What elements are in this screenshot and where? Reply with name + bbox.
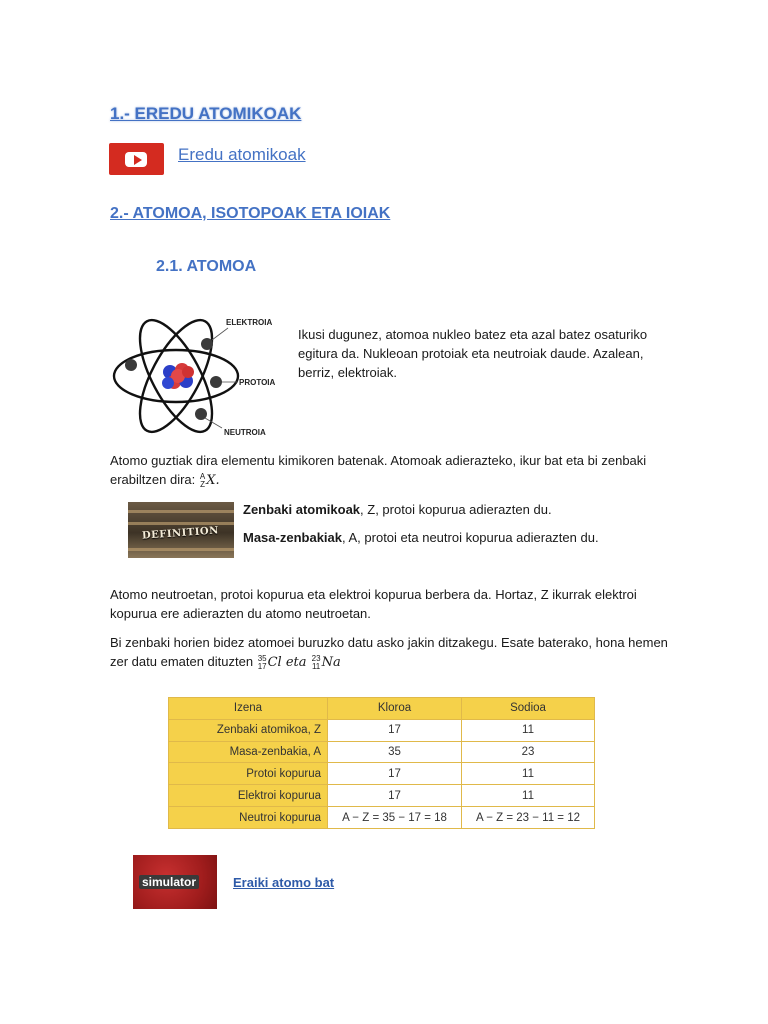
table-header-cell: Sodioa bbox=[462, 698, 595, 720]
nucleus bbox=[162, 363, 194, 389]
section-heading-1: 1.- EREDU ATOMIKOAK bbox=[110, 104, 302, 123]
table-cell: Masa-zenbakia, A bbox=[169, 741, 328, 763]
notation-symbol: X. bbox=[206, 473, 220, 488]
paragraph-notation: Atomo guztiak dira elementu kimikoren batenak. Atomoak adierazteko, ikur bat eta bi zenbaki erabiltzen dira: A Z X. bbox=[110, 453, 647, 489]
definition-image-text: DEFINITION bbox=[141, 525, 220, 542]
table-cell: 11 bbox=[462, 785, 595, 807]
cl-fraction: 35 17 bbox=[257, 653, 267, 671]
table-row bbox=[169, 763, 595, 785]
table-row bbox=[169, 741, 595, 763]
table-cell: Zenbaki atomikoa, Z bbox=[169, 719, 328, 741]
section-heading-2: 2.- ATOMOA, ISOTOPOAK ETA IOIAK bbox=[110, 205, 391, 222]
notation-fraction: A Z bbox=[199, 471, 206, 489]
table-header-cell: Kloroa bbox=[328, 698, 462, 720]
paragraph-neutral-atoms: Atomo neutroetan, protoi kopurua eta elektroi kopurua berbera da. Hortaz, Z ikurrak elektroi kopurua ere adierazten du atomo neutroetan. bbox=[110, 587, 637, 621]
table-cell: Elektroi kopurua bbox=[169, 785, 328, 807]
simulator-image-text: simulator bbox=[139, 875, 199, 889]
table-row bbox=[169, 807, 595, 829]
table-cell: 11 bbox=[462, 763, 595, 785]
table-row bbox=[169, 719, 595, 741]
table-cell: 17 bbox=[328, 719, 462, 741]
play-icon bbox=[134, 155, 142, 165]
table-row bbox=[169, 785, 595, 807]
na-fraction: 23 11 bbox=[311, 653, 321, 671]
label-protoia: PROTOIA bbox=[239, 378, 276, 387]
paragraph-example: Bi zenbaki horien bidez atomoei buruzko datu asko jakin ditzakegu. Esate baterako, hona hemen zer datu ematen dituzten 35 17 Cl eta 23 11 Na bbox=[110, 635, 668, 671]
video-link[interactable]: Eredu atomikoak bbox=[178, 145, 306, 164]
table-cell: Protoi kopurua bbox=[169, 763, 328, 785]
youtube-icon[interactable] bbox=[109, 143, 164, 175]
table-header-cell: Izena bbox=[169, 698, 328, 720]
simulator-image[interactable] bbox=[133, 855, 217, 909]
table-cell: 17 bbox=[328, 763, 462, 785]
table-cell: 11 bbox=[462, 719, 595, 741]
subsection-heading-2-1: 2.1. ATOMOA bbox=[156, 258, 257, 275]
label-elektroia: ELEKTROIA bbox=[226, 318, 273, 327]
paragraph-atom-structure: Ikusi dugunez, atomoa nukleo batez eta azal batez osaturiko egitura da. Nukleoan protoiak eta neutroiak daude. Azalean, berriz, elektroiak. bbox=[298, 327, 648, 380]
table-cell: 17 bbox=[328, 785, 462, 807]
definition-image bbox=[128, 502, 234, 558]
element-data-table bbox=[168, 697, 595, 829]
table-cell: Neutroi kopurua bbox=[169, 807, 328, 829]
table-cell: A − Z = 23 − 11 = 12 bbox=[462, 807, 595, 829]
table-cell: 35 bbox=[328, 741, 462, 763]
definition-mass-number: Masa-zenbakiak, A, protoi eta neutroi kopurua adierazten du. bbox=[243, 530, 599, 545]
table-cell: A − Z = 35 − 17 = 18 bbox=[328, 807, 462, 829]
table-header-row bbox=[169, 698, 595, 720]
label-neutroia: NEUTROIA bbox=[224, 428, 266, 437]
table-cell: 23 bbox=[462, 741, 595, 763]
atom-diagram bbox=[108, 306, 290, 448]
definition-atomic-number: Zenbaki atomikoak, Z, protoi kopurua adierazten du. bbox=[243, 502, 552, 517]
build-atom-link[interactable]: Eraiki atomo bat bbox=[233, 875, 335, 890]
